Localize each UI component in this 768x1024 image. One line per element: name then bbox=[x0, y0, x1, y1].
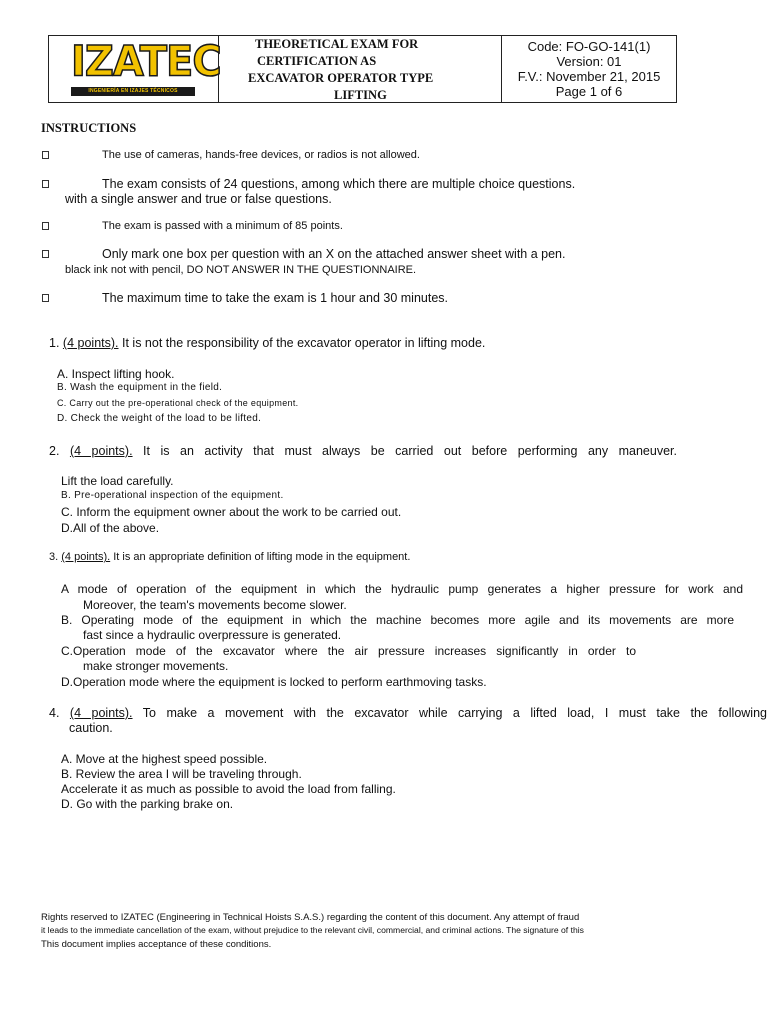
exam-title bbox=[219, 36, 502, 102]
answer-option-continued: fast since a hydraulic overpressure is generated. bbox=[83, 628, 342, 642]
instruction-item: Only mark one box per question with an X on the attached answer sheet with a pen. bbox=[102, 247, 566, 261]
question-number: 2. bbox=[49, 444, 60, 458]
doc-date: F.V.: November 21, 2015 bbox=[517, 69, 661, 84]
question-text: It is an appropriate definition of lifting mode in the equipment. bbox=[113, 551, 411, 563]
answer-option-continued: make stronger movements. bbox=[83, 659, 229, 673]
answer-option: B. Review the area I will be traveling through. bbox=[61, 767, 302, 781]
question-number: 3. bbox=[49, 551, 59, 563]
bullet-box-icon bbox=[42, 151, 49, 159]
answer-option: B. Wash the equipment in the field. bbox=[57, 382, 223, 393]
instruction-item-continued: black ink not with pencil, DO NOT ANSWER IN THE QUESTIONNAIRE. bbox=[65, 264, 417, 276]
answer-option: C.Operation mode of the excavator where the air pressure increases significantly in order to bbox=[61, 644, 636, 658]
answer-option: C. Inform the equipment owner about the work to be carried out. bbox=[61, 505, 402, 519]
question-points: (4 points). bbox=[69, 706, 133, 720]
question-text: To make a movement with the excavator while carrying a lifted load, I must take the following bbox=[142, 706, 767, 720]
instructions-title: INSTRUCTIONS bbox=[41, 121, 137, 135]
instruction-item: The use of cameras, hands-free devices, or radios is not allowed. bbox=[102, 149, 420, 161]
answer-option: C. Carry out the pre-operational check of the equipment. bbox=[57, 398, 299, 408]
logo-tagline: INGENIERÍA EN IZAJES TÉCNICOS bbox=[71, 87, 195, 96]
question-text: It is an activity that must always be carried out before performing any maneuver. bbox=[143, 444, 677, 458]
question-3 bbox=[49, 551, 410, 563]
answer-option: B. Pre-operational inspection of the equipment. bbox=[61, 490, 284, 501]
answer-option: A. Inspect lifting hook. bbox=[57, 367, 175, 381]
instruction-item: The exam consists of 24 questions, among which there are multiple choice questions. bbox=[102, 177, 576, 191]
bullet-box-icon bbox=[42, 222, 49, 230]
title-line: CERTIFICATION AS bbox=[257, 54, 377, 68]
logo-wordmark: IZATEC bbox=[71, 37, 221, 87]
answer-option: D.Operation mode where the equipment is locked to perform earthmoving tasks. bbox=[61, 675, 487, 689]
question-points: (4 points). bbox=[61, 551, 111, 563]
document-header bbox=[48, 35, 677, 103]
answer-option: A mode of operation of the equipment in which the hydraulic pump generates a higher pressure for work and bbox=[61, 582, 743, 596]
answer-option: Lift the load carefully. bbox=[61, 474, 174, 488]
question-text-continued: caution. bbox=[69, 721, 113, 735]
answer-option: A. Move at the highest speed possible. bbox=[61, 752, 268, 766]
bullet-box-icon bbox=[42, 180, 49, 188]
question-1 bbox=[49, 336, 485, 350]
question-4 bbox=[49, 706, 767, 720]
document-meta bbox=[502, 36, 676, 102]
logo-cell bbox=[49, 36, 219, 102]
title-line: LIFTING bbox=[334, 88, 387, 102]
question-number: 4. bbox=[49, 706, 60, 720]
answer-option: Accelerate it as much as possible to avoid the load from falling. bbox=[61, 782, 396, 796]
page-number: Page 1 of 6 bbox=[555, 84, 623, 99]
answer-option: D. Go with the parking brake on. bbox=[61, 797, 234, 811]
instruction-item-continued: with a single answer and true or false questions. bbox=[65, 192, 332, 206]
footer-line: it leads to the immediate cancellation of the exam, without prejudice to the relevant civil, commercial, and criminal actions. The signature of this bbox=[41, 925, 584, 935]
footer-line: Rights reserved to IZATEC (Engineering in Technical Hoists S.A.S.) regarding the content of this document. Any attempt of fraud bbox=[41, 912, 580, 923]
title-line: THEORETICAL EXAM FOR bbox=[255, 37, 419, 51]
title-line: EXCAVATOR OPERATOR TYPE bbox=[248, 71, 434, 85]
doc-code: Code: FO-GO-141(1) bbox=[527, 39, 651, 54]
bullet-box-icon bbox=[42, 294, 49, 302]
question-text: It is not the responsibility of the excavator operator in lifting mode. bbox=[122, 336, 486, 350]
question-points: (4 points). bbox=[69, 444, 133, 458]
question-2 bbox=[49, 444, 677, 458]
footer-line: This document implies acceptance of these conditions. bbox=[41, 939, 272, 950]
answer-option: D.All of the above. bbox=[61, 521, 160, 535]
answer-option-continued: Moreover, the team's movements become slower. bbox=[83, 598, 347, 612]
instruction-item: The maximum time to take the exam is 1 hour and 30 minutes. bbox=[102, 291, 448, 305]
answer-option: D. Check the weight of the load to be lifted. bbox=[57, 413, 262, 424]
question-number: 1. bbox=[49, 336, 60, 350]
answer-option: B. Operating mode of the equipment in which the machine becomes more agile and its movements are more bbox=[61, 613, 734, 627]
doc-version: Version: 01 bbox=[556, 54, 622, 69]
bullet-box-icon bbox=[42, 250, 49, 258]
instruction-item: The exam is passed with a minimum of 85 points. bbox=[102, 220, 343, 232]
question-points: (4 points). bbox=[62, 336, 119, 350]
